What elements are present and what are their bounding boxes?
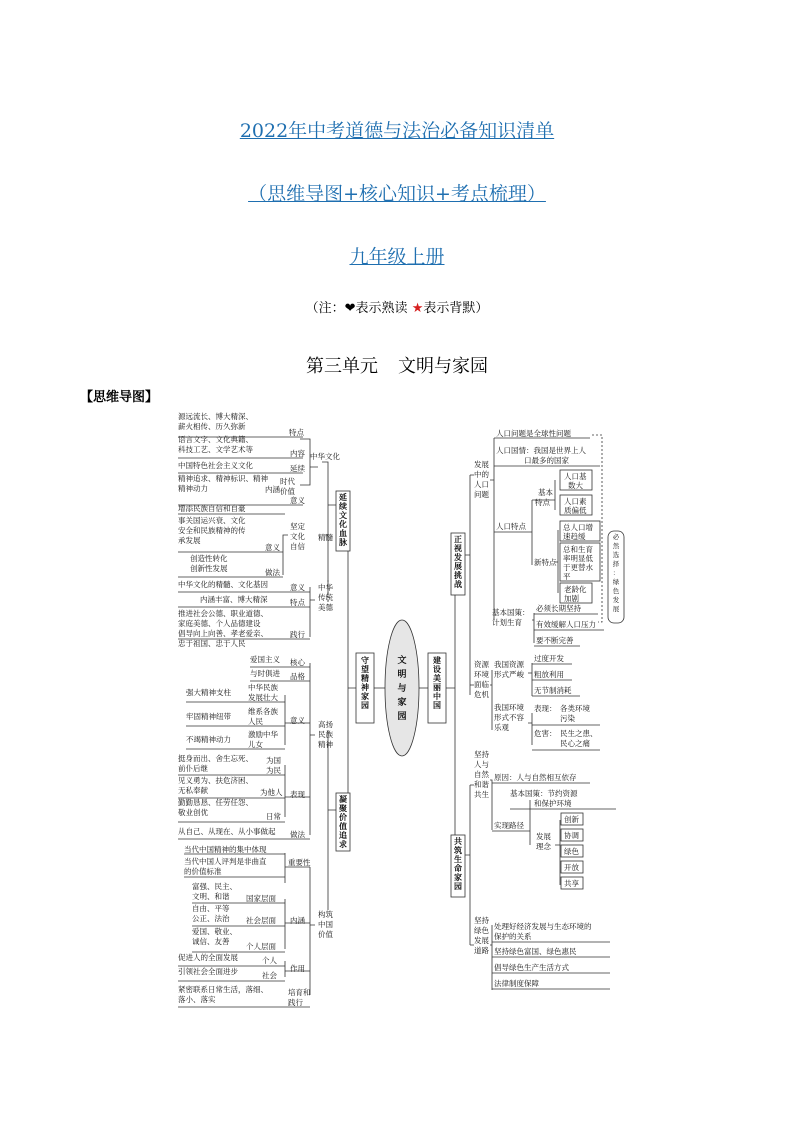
culture-shijian-desc-c: 倡导向上向善、孝老爱亲、 (178, 629, 268, 638)
challenge-suzhi-a: 人口素 (564, 497, 587, 506)
challenge-xin-c1: 老龄化 (564, 585, 587, 594)
culture-yiyi-2-desc-a: 事关国运兴衰、文化 (178, 516, 246, 525)
spirit-pinge-desc: 与时俱进 (250, 669, 280, 678)
challenge-guoqing-b: 口最多的国家 (524, 456, 569, 465)
spirit-bx-c1: 勤勤恳恳、任劳任怨、 (178, 798, 253, 807)
spirit-zyx-b: 当代中国人评判是非曲直 (184, 857, 267, 866)
challenge-xin-b4: 平 (563, 572, 571, 581)
challenge-hj-wh-a: 民生之患、 (560, 729, 598, 738)
challenge-xin-b2: 率明显低 (563, 554, 593, 563)
ecology-dl-3: 倡导绿色生产生活方式 (494, 963, 569, 972)
challenge-shu-b: 数大 (568, 481, 583, 490)
spirit-peiyu-c2: 落小、落实 (178, 995, 216, 1004)
culture-yiyi-1-desc-a: 精神追求、精神标识、精神 (178, 474, 268, 483)
spirit-jiazhi-a: 构筑 (318, 910, 333, 919)
challenge-gc-c: 要不断完善 (536, 636, 574, 645)
spirit-nh-a2: 文明、和谐 (192, 892, 230, 901)
spirit-yiyi: 意义 (290, 716, 305, 725)
challenge-renkou-a: 发展 (474, 460, 489, 469)
culture-jianding-c: 自信 (290, 542, 305, 551)
spirit-bx-b2: 无私奉献 (178, 786, 208, 795)
heart-icon: ❤ (344, 301, 356, 316)
spirit-zuofa-desc: 从自己、从现在、从小事做起 (178, 827, 276, 836)
spirit-nh-b1: 自由、平等 (192, 904, 230, 913)
document-subtitle: （思维导图+核心知识+考点梳理） (248, 183, 546, 205)
spirit-hexin: 核心 (290, 658, 305, 667)
spirit-jiazhi-b: 中国 (318, 920, 333, 929)
spirit-yiyi-c2: 激励中华 (248, 730, 278, 739)
culture-main-label: 延续文化血脉 (339, 493, 347, 547)
culture-shidai-desc: 增添民族自信和自豪 (178, 504, 246, 513)
spirit-nh-a3: 国家层面 (246, 894, 276, 903)
challenge-suzhi-b: 质偏低 (564, 506, 587, 515)
ecology-lujing: 实现路径 (494, 821, 524, 830)
challenge-renkou-c: 人口 (474, 480, 489, 489)
culture-zuofa-desc-b: 创新性发展 (190, 564, 228, 573)
culture-tedian: 特点 (289, 428, 304, 437)
spirit-nh-b2: 公正、法治 (192, 914, 230, 923)
challenge-hj-b: 形式不容 (494, 713, 524, 722)
ecology-ln-5: 共享 (564, 879, 579, 888)
challenge-ziyuan-d: 危机 (474, 690, 489, 699)
spirit-zyx-a: 当代中国精神的集中体现 (184, 845, 267, 854)
spirit-neihan: 内涵 (290, 916, 305, 925)
ecology-hexie-c: 自然 (474, 770, 489, 779)
ecology-hexie-e: 共生 (474, 790, 489, 799)
culture-yiyi-1-desc-b: 精神动力 (178, 484, 208, 493)
culture-meide-b: 传统 (318, 593, 333, 602)
challenge-xin-b3: 于更替水 (563, 563, 593, 572)
challenge-hj-wh-b: 民心之痛 (560, 739, 590, 748)
ecology-hexie-b: 人与 (474, 760, 489, 769)
ecology-daolu-a: 坚持 (474, 916, 489, 925)
challenge-hj-bx-b: 污染 (560, 714, 575, 723)
center-text: 文明与家园 (397, 656, 407, 722)
culture-shijian-desc-d: 忠于祖国、忠于人民 (178, 639, 246, 648)
spirit-peiyu-a: 培育和 (288, 988, 311, 997)
document-title: 2022年中考道德与法治必备知识清单 (239, 120, 555, 142)
ecology-ln-1: 创新 (564, 815, 579, 824)
culture-yiyi-1: 意义 (290, 496, 305, 505)
spirit-zy-a2: 个人 (262, 956, 277, 965)
ecology-dl-1a: 处理好经济发展与生态环境的 (494, 922, 592, 931)
challenge-hj-bx: 表现： (534, 704, 557, 713)
challenge-qiuwenti: 人口问题是全球性问题 (496, 429, 571, 438)
unit-title: 文明与家园 (398, 356, 488, 377)
spirit-bx-a2: 前仆后继 (178, 764, 208, 773)
culture-jingsui: 精髓 (318, 533, 333, 542)
spirit-zuofa: 做法 (290, 830, 305, 839)
note-prefix: （注： (305, 301, 345, 316)
spirit-hexin-desc: 爱国主义 (250, 655, 280, 664)
challenge-hj-a: 我国环境 (494, 703, 524, 712)
spirit-yiyi-b3: 人民 (248, 717, 263, 726)
legend-note (0, 297, 794, 316)
culture-tedian-2: 特点 (290, 598, 305, 607)
culture-neihan: 内涵 (265, 485, 280, 494)
right-hub-label: 建设美丽中国 (433, 656, 441, 710)
spirit-bx-c2: 敬业创优 (178, 808, 208, 817)
spirit-peiyu-c1: 紧密联系日常生活，落细、 (178, 985, 268, 994)
challenge-gc-b: 有效缓解人口压力 (536, 620, 596, 629)
culture-tedian-desc-b: 薪火相传、历久弥新 (178, 422, 246, 431)
challenge-ziyuan-c: 面临 (474, 680, 489, 689)
ecology-ln-2: 协调 (564, 831, 579, 840)
challenge-jiben-b: 特点 (535, 498, 550, 507)
ecology-dl-1b: 保护的关系 (494, 932, 532, 941)
left-hub-label: 守望精神家园 (361, 656, 369, 710)
unit-number: 第三单元 (306, 356, 378, 377)
unit-heading (0, 352, 794, 378)
challenge-renkou-d: 问题 (474, 490, 489, 499)
spirit-nh-b3: 社会层面 (246, 916, 276, 925)
spirit-yiyi-a2: 中华民族 (248, 683, 278, 692)
spirit-main-label: 凝聚价值追求 (339, 795, 347, 849)
challenge-zy-2: 粗放利用 (534, 670, 564, 679)
challenge-hj-bx-a: 各类环境 (560, 704, 590, 713)
culture-yanxu-desc: 中国特色社会主义文化 (178, 461, 253, 470)
ecology-guoce-a: 基本国策：节约资源 (510, 789, 578, 798)
spirit-nh-c2: 诚信、友善 (192, 937, 230, 946)
challenge-hj-c: 乐观 (494, 723, 509, 732)
challenge-main-label: 正视发展挑战 (454, 535, 462, 589)
culture-tedian-desc-a: 源远流长、博大精深、 (178, 412, 253, 421)
spirit-mzjs-b: 民族 (318, 730, 333, 739)
spirit-bx-c3: 日常 (266, 812, 281, 821)
challenge-zy-1: 过度开发 (534, 654, 564, 663)
culture-neirong: 内容 (290, 449, 305, 458)
culture-yiyi-3: 意义 (290, 583, 305, 592)
spirit-peiyu-b: 践行 (288, 998, 303, 1007)
challenge-bixu: 必然选择：绿色发展 (612, 533, 620, 613)
ecology-ln-3: 绿色 (564, 847, 579, 856)
challenge-xin-b1: 总和生育 (563, 545, 593, 554)
culture-yiyi-2-desc-b: 安全和民族精神的传 (178, 526, 246, 535)
challenge-xin-a2: 速趋缓 (563, 532, 586, 541)
culture-tedian-2-desc: 内涵丰富、博大精深 (200, 595, 268, 604)
zhonghua-wenhua: 中华文化 (310, 452, 340, 461)
spirit-mzjs-a: 高扬 (318, 720, 333, 729)
culture-jianding-b: 文化 (290, 532, 305, 541)
challenge-xin-c2: 加剧 (564, 594, 579, 603)
culture-meide-c: 美德 (318, 603, 333, 612)
ecology-linian-a: 发展 (536, 832, 551, 841)
culture-yiyi-3-desc: 中华文化的精髓、文化基因 (178, 580, 268, 589)
spirit-yiyi-b1: 牢固精神纽带 (186, 712, 231, 721)
ecology-yuanyin: 原因：人与自然相互依存 (494, 773, 577, 782)
ecology-dl-2: 坚持绿色富国、绿色惠民 (494, 947, 577, 956)
note-heart-text: 表示熟读 (355, 301, 408, 316)
culture-shijian-desc-b: 家庭美德、个人品德建设 (178, 619, 261, 628)
challenge-zy-xs-b: 形式严峻 (494, 670, 524, 679)
spirit-nh-a1: 富强、民主、 (192, 882, 237, 891)
spirit-jiazhi-c: 价值 (318, 930, 333, 939)
note-star-text: 表示背默） (423, 301, 489, 316)
ecology-ln-4: 开放 (564, 863, 579, 872)
spirit-bx-a4: 为民 (266, 766, 281, 775)
spirit-zy-b2: 社会 (262, 971, 277, 980)
spirit-yiyi-c3: 儿女 (248, 740, 263, 749)
culture-yiyi-2: 意义 (265, 543, 280, 552)
ecology-hexie-d: 和谐 (474, 780, 489, 789)
spirit-zhongyaoxing: 重要性 (288, 858, 311, 867)
ecology-guoce-b: 和保护环境 (534, 799, 572, 808)
ecology-linian-b: 理念 (536, 842, 551, 851)
challenge-renkou-b: 中的 (474, 470, 489, 479)
challenge-shu-a: 人口基 (564, 472, 587, 481)
culture-zuofa-desc-a: 创造性转化 (190, 554, 228, 563)
ecology-hexie-a: 坚持 (474, 750, 489, 759)
ecology-main-label: 共筑生命家园 (454, 837, 462, 891)
mindmap-label: 【思维导图】 (80, 390, 159, 405)
spirit-zuoyong: 作用 (290, 964, 305, 973)
challenge-ziyuan-a: 资源 (474, 660, 489, 669)
mind-map (170, 405, 630, 1017)
culture-meide-a: 中华 (318, 583, 333, 592)
spirit-biaoxian: 表现 (290, 790, 305, 799)
challenge-xin-a1: 总人口增 (563, 523, 593, 532)
challenge-guoce-b: 计划生育 (492, 618, 522, 627)
ecology-daolu-c: 发展 (474, 936, 489, 945)
spirit-pinge: 品格 (290, 672, 305, 681)
culture-shijian-desc-a: 推进社会公德、职业道德、 (178, 609, 268, 618)
spirit-nh-c1: 爱国、敬业、 (192, 927, 237, 936)
challenge-hj-wh: 危害： (534, 729, 557, 738)
challenge-ziyuan-b: 环境 (474, 670, 489, 679)
challenge-zy-xs-a: 我国资源 (494, 660, 524, 669)
challenge-gc-a: 必须长期坚持 (536, 604, 581, 613)
spirit-bx-a1: 挺身而出、舍生忘死、 (178, 754, 253, 763)
challenge-jiben-a: 基本 (538, 488, 553, 497)
culture-yanxu: 延续 (290, 464, 305, 473)
spirit-yiyi-a1: 强大精神支柱 (186, 688, 231, 697)
spirit-nh-c3: 个人层面 (246, 942, 276, 951)
culture-neirong-desc-b: 科技工艺、文学艺术等 (178, 445, 253, 454)
spirit-bx-b1: 见义勇为、扶危济困、 (178, 776, 253, 785)
culture-yiyi-2-desc-c: 承发展 (178, 536, 201, 545)
culture-zuofa: 做法 (265, 568, 280, 577)
challenge-zy-3: 无节制消耗 (534, 686, 572, 695)
challenge-guoce-a: 基本国策： (492, 608, 530, 617)
ecology-daolu-d: 道路 (474, 946, 489, 955)
spirit-yiyi-a3: 发展壮大 (248, 693, 278, 702)
spirit-yiyi-b2: 维系各族 (248, 707, 278, 716)
culture-shidai-a: 时代 (280, 477, 295, 486)
spirit-zyx-c: 的价值标准 (184, 867, 222, 876)
culture-jianding-a: 坚定 (290, 522, 305, 531)
challenge-tedian: 人口特点 (496, 522, 526, 531)
culture-neirong-desc-a: 语言文字、文化典籍、 (178, 435, 253, 444)
spirit-zy-b1: 引领社会全面进步 (178, 967, 238, 976)
challenge-xin: 新特点 (534, 558, 557, 567)
spirit-zy-a1: 促进人的全面发展 (178, 953, 238, 962)
culture-shijian: 践行 (290, 630, 305, 639)
ecology-dl-4: 法律制度保障 (494, 979, 539, 988)
spirit-mzjs-c: 精神 (318, 740, 333, 749)
ecology-daolu-b: 绿色 (474, 926, 489, 935)
spirit-bx-a3: 为国 (266, 756, 281, 765)
star-icon: ★ (411, 301, 424, 316)
grade-title: 九年级上册 (349, 246, 445, 268)
culture-shidai-b: 价值 (280, 487, 295, 496)
spirit-yiyi-c1: 不竭精神动力 (186, 735, 231, 744)
challenge-guoqing-a: 人口国情：我国是世界上人 (496, 446, 586, 455)
spirit-bx-b3: 为他人 (260, 788, 283, 797)
